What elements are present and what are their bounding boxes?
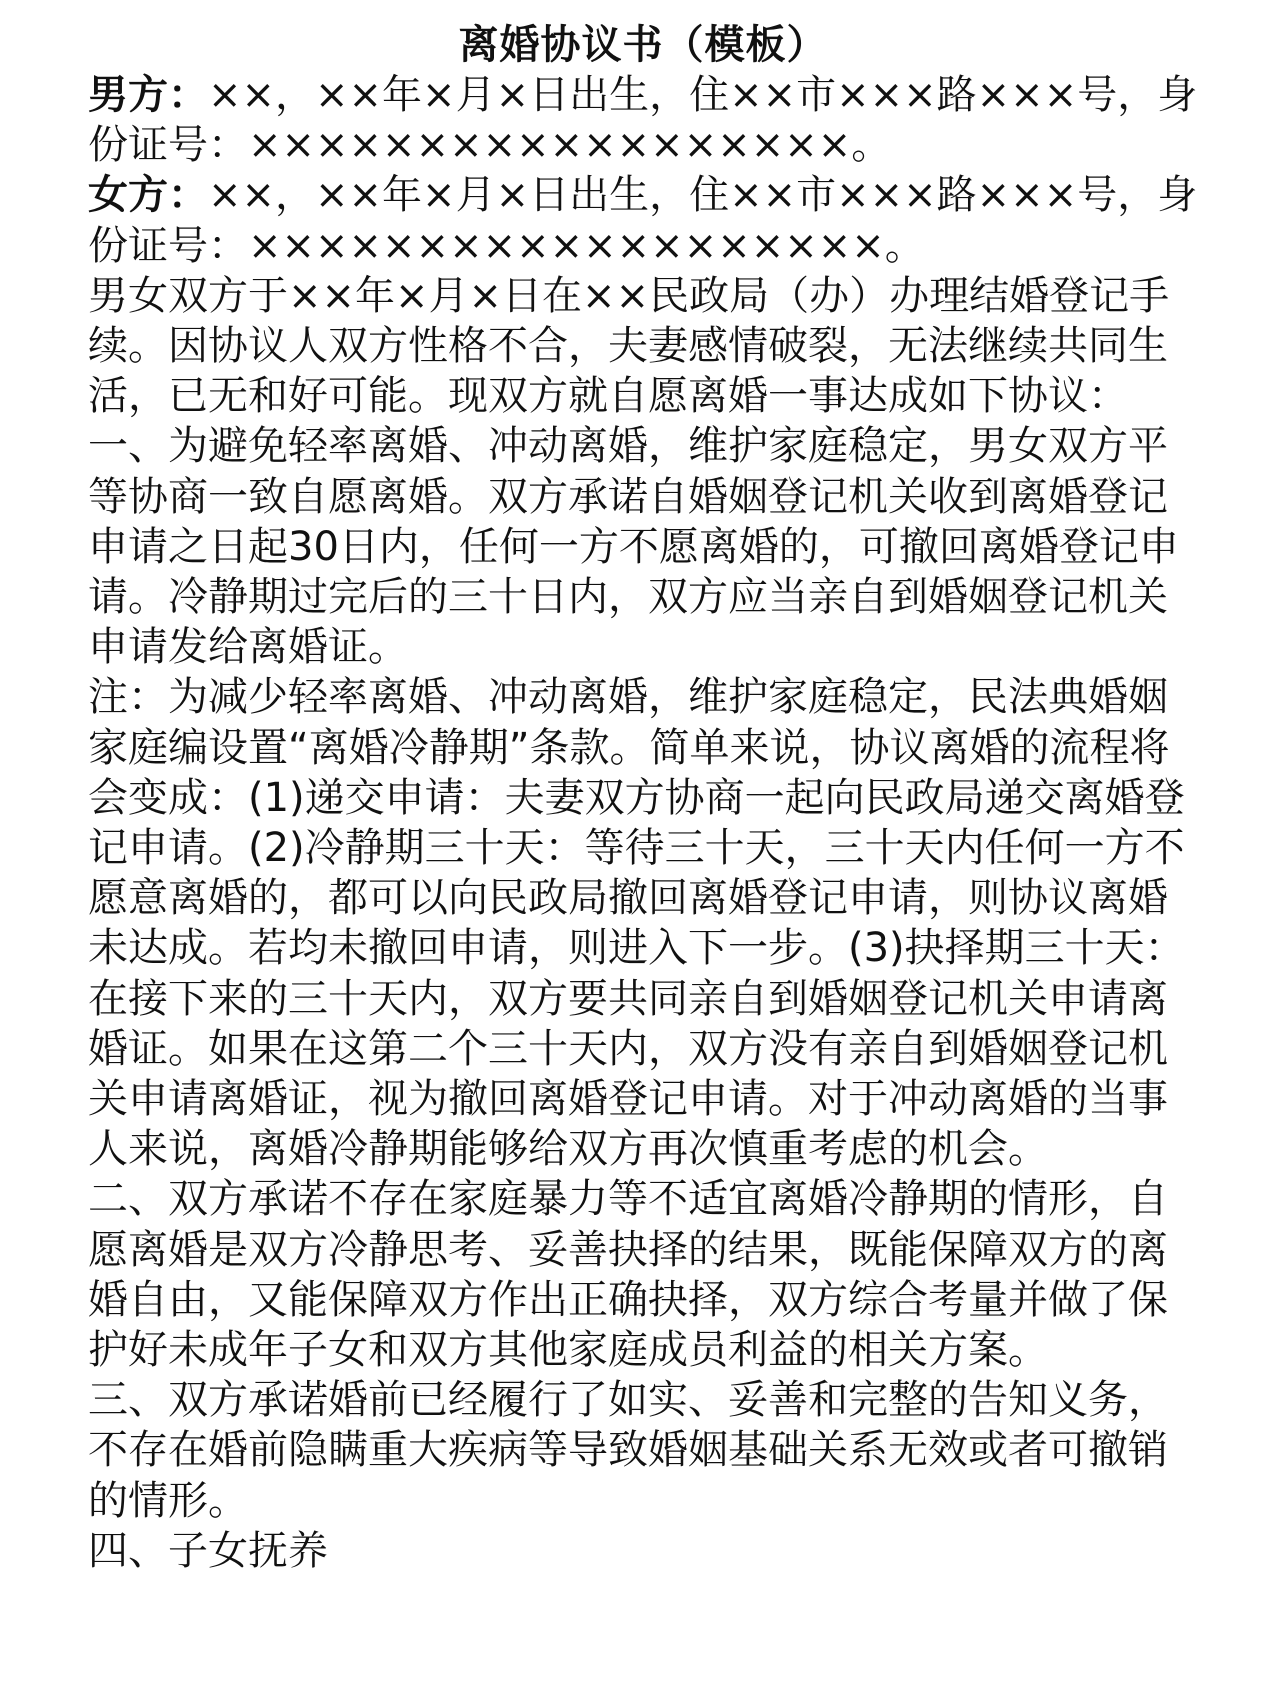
- agreement-document: [88, 0, 1198, 1576]
- document-title: 离婚协议书（模板）: [458, 22, 828, 68]
- preamble-paragraph: 男女双方于××年×月×日在××民政局（办）办理结婚登记手续。因协议人双方性格不合，夫妻感情破裂，无法继续共同生活，已无和好可能。现双方就自愿离婚一事达成如下协议：: [88, 272, 1170, 420]
- female-party-label: 女方：: [88, 172, 208, 219]
- female-party-paragraph: [88, 170, 1198, 270]
- clause-three-paragraph: 三、双方承诺婚前已经履行了如实、妥善和完整的告知义务，不存在婚前隐瞒重大疾病等导致婚姻基础关系无效或者可撤销的情形。: [88, 1377, 1168, 1524]
- female-party-text: ××，××年×月×日出生，住××市×××路×××号，身份证号：×××××××××××××××××××。: [88, 172, 1198, 269]
- male-party-paragraph: [88, 70, 1198, 170]
- male-party-text: ××，××年×月×日出生，住××市×××路×××号，身份证号：××××××××××××××××××。: [88, 72, 1198, 169]
- clause-one-paragraph: 一、为避免轻率离婚、冲动离婚，维护家庭稳定，男女双方平等协商一致自愿离婚。双方承诺自婚姻登记机关收到离婚登记申请之日起30日内，任何一方不愿离婚的，可撤回离婚登记申请。冷静期过完后的三十日内，双方应当亲自到婚姻登记机关申请发给离婚证。: [88, 423, 1179, 671]
- clause-four-heading: 四、子女抚养: [88, 1527, 328, 1574]
- clause-two-paragraph: 二、双方承诺不存在家庭暴力等不适宜离婚冷静期的情形，自愿离婚是双方冷静思考、妥善抉择的结果，既能保障双方的离婚自由，又能保障双方作出正确抉择，双方综合考量并做了保护好未成年子女和双方其他家庭成员利益的相关方案。: [88, 1176, 1168, 1374]
- male-party-label: 男方：: [88, 72, 208, 118]
- note-paragraph: 注：为减少轻率离婚、冲动离婚，维护家庭稳定，民法典婚姻家庭编设置“离婚冷静期”条款。简单来说，协议离婚的流程将会变成：(1)递交申请：夫妻双方协商一起向民政局递交离婚登记申请。(2)冷静期三十天：等待三十天，三十天内任何一方不愿意离婚的，都可以向民政局撤回离婚登记申请，则协议离婚未达成。若均未撤回申请，则进入下一步。(3)抉择期三十天：在接下来的三十天内，双方要共同亲自到婚姻登记机关申请离婚证。如果在这第二个三十天内，双方没有亲自到婚姻登记机关申请离婚证，视为撤回离婚登记申请。对于冲动离婚的当事人来说，离婚冷静期能够给双方再次慎重考虑的机会。: [88, 674, 1185, 1173]
